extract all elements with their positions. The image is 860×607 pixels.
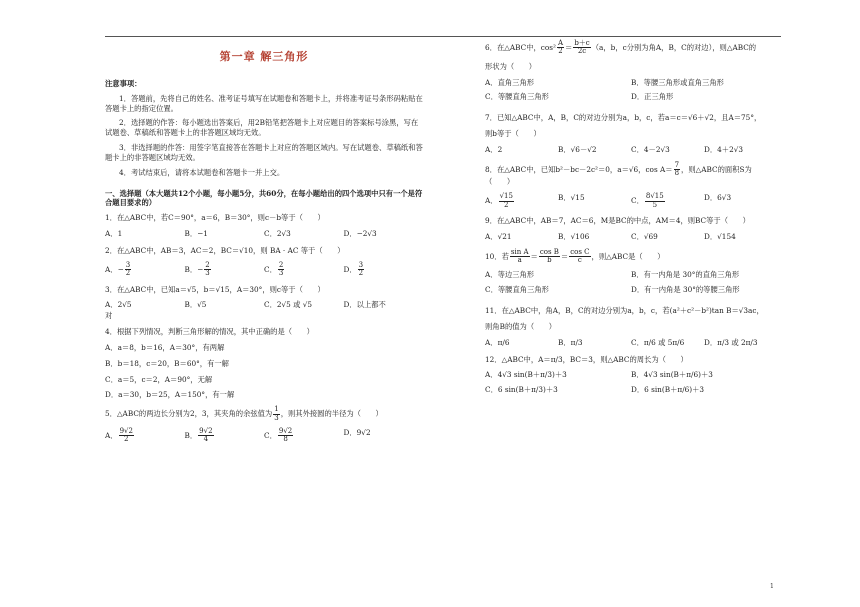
option: B．b＝18，c＝20，B＝60°，有一解	[105, 358, 229, 368]
option: D．a＝30，b＝25，A＝150°，有一解	[105, 390, 235, 400]
option: C．2√3	[264, 229, 291, 239]
option: C． $\frac{8√15}{5}$	[631, 192, 664, 209]
section-heading: 一、选择题（本大题共12个小题，每小题5分，共60分，在每小题给出的四个选项中只有一个是符合题目要求的）	[105, 188, 423, 208]
option: A．√21	[485, 231, 512, 241]
question-10-stem: 10．若 $\frac{\text{sin A}}{a}$ ＝ $\frac{\text{cos B}}{b}$ ＝ $\frac{\text{cos C}}{c}$ ，则△ABC是（ ）	[485, 247, 665, 264]
question-12-options	[485, 370, 777, 400]
question-6-options	[485, 78, 777, 108]
question-6-stem: 6．在△ABC中，cos² $\frac{A}{2}$ ＝ $\frac{b+c}{2c}$ （a，b，c分别为角A，B，C的对边），则△ABC的	[485, 39, 757, 56]
option: A．a＝8，b＝16，A＝30°，有两解	[105, 342, 225, 352]
option: B．π/3	[558, 337, 583, 347]
right-column	[485, 40, 777, 406]
question-3-options	[105, 300, 423, 310]
question-12-stem: 12．△ABC中，A＝π/3，BC＝3，则△ABC的周长为（ ）	[485, 354, 688, 364]
question-9-stem: 9．在△ABC中，AB＝7，AC＝6，M是BC的中点，AM＝4，则BC等于（ ）	[485, 215, 750, 225]
option: C．a＝5，c＝2，A＝90°，无解	[105, 374, 213, 384]
option: C．等腰直角三角形	[485, 285, 549, 295]
option: B．√15	[558, 193, 585, 203]
option: B．√106	[558, 231, 590, 241]
option: B．−1	[184, 229, 208, 239]
question-5-options	[105, 428, 423, 444]
question-3-stem: 3．在△ABC中，已知a＝√5，b＝√15，A＝30°，则c等于（ ）	[105, 284, 325, 294]
question-1-options	[105, 229, 423, 239]
notice-item: 4．考试结束后，请将本试题卷和答题卡一并上交。	[119, 167, 285, 177]
option: B．− $\frac{2}{3}$	[184, 260, 210, 278]
option: A．4√3 sin(B＋π/3)＋3	[485, 370, 567, 380]
option: D．以上都不	[343, 300, 386, 310]
option: C．π/6 或 5π/6	[631, 337, 685, 347]
question-8-stem: 8．在△ABC中，已知b²－bc－2c²＝0，a＝√6，cos A＝ $\frac{7}{8}$ ，则△ABC的面积S为（ ）	[485, 160, 752, 187]
option: D． $\frac{3}{2}$	[343, 260, 364, 278]
option: B． $\frac{9√2}{4}$	[184, 426, 213, 444]
option: B．√6－√2	[558, 144, 597, 154]
option: A．等边三角形	[485, 270, 535, 280]
option: B．有一内角是 30°的直角三角形	[631, 270, 740, 280]
notice-item: 2．选择题的作答：每小题选出答案后，用2B铅笔把答题卡上对应题目的答案标号涂黑，写在试题卷、草稿纸和答题卡上的非答题区域均无效。	[105, 118, 419, 138]
option: D．9√2	[343, 427, 371, 437]
option: C．4－2√3	[631, 144, 670, 154]
notice-item: 1．答题前，先将自己的姓名、准考证号填写在试题卷和答题卡上，并将准考证号条形码粘贴在答题卡上的指定位置。	[105, 93, 423, 113]
option: D．有一内角是 30°的等腰三角形	[631, 285, 740, 295]
option: C．√69	[631, 231, 658, 241]
question-11-stem: 11．在△ABC中，角A，B，C的对边分别为a，b，c，若(a²＋c²－b²)tan B＝√3ac，	[485, 306, 764, 316]
option: A．2√5	[105, 300, 132, 310]
option: D．√154	[704, 231, 736, 241]
option: B．等腰三角形或直角三角形	[631, 77, 724, 87]
page-title: 第一章 解三角形	[219, 50, 309, 63]
option: A． $\frac{√15}{2}$	[485, 192, 513, 209]
question-9-options	[485, 232, 777, 242]
option: D．正三角形	[631, 92, 674, 102]
question-2-stem: 2．在△ABC中，AB＝3，AC＝2，BC＝√10，则 BA · AC 等于（ ）	[105, 245, 345, 255]
option: A．π/6	[485, 337, 510, 347]
option: D．4＋2√3	[704, 144, 744, 154]
question-8-options	[485, 193, 777, 209]
left-column	[105, 40, 423, 451]
question-7-stem: 7．已知△ABC中，A，B，C的对边分别为a，b，c，若a＝c＝√6＋√2，且A＝75°，	[485, 113, 762, 123]
question-4-stem: 4．根据下列情况，判断三角形解的情况，其中正确的是（ ）	[105, 327, 314, 337]
option: A．1	[105, 229, 123, 239]
option: D．6 sin(B＋π/6)＋3	[631, 385, 705, 395]
question-11-stem-cont: 则角B的值为（ ）	[485, 321, 557, 331]
page-number: 1	[770, 583, 774, 590]
option: A．2	[485, 144, 503, 154]
question-6-stem-cont: 形状为（ ）	[485, 61, 537, 71]
option: B．4√3 sin(B＋π/6)＋3	[631, 370, 713, 380]
option: D．−2√3	[343, 229, 377, 239]
notice-heading: 注意事项：	[105, 78, 142, 88]
option: B．√5	[184, 300, 207, 310]
option: A．直角三角形	[485, 77, 535, 87]
header-rule	[105, 36, 781, 37]
question-10-options	[485, 270, 777, 300]
option: C．等腰直角三角形	[485, 92, 549, 102]
option: A． $\frac{9√2}{2}$	[105, 426, 133, 444]
option: A．− $\frac{3}{2}$	[105, 260, 131, 278]
question-7-options	[485, 145, 777, 155]
question-1-stem: 1．在△ABC中，若C＝90°，a＝6，B＝30°，则c－b等于（ ）	[105, 213, 325, 223]
question-2-options	[105, 262, 423, 278]
option: C． $\frac{9√2}{8}$	[264, 426, 293, 444]
question-11-options	[485, 338, 777, 348]
option: D．π/3 或 2π/3	[704, 337, 758, 347]
option: C． $\frac{2}{3}$	[264, 260, 284, 278]
question-7-stem-cont: 则b等于（ ）	[485, 129, 541, 139]
question-5-stem: 5．△ABC的两边长分别为2，3，其夹角的余弦值为 $\frac{1}{3}$ ，则其外接圆的半径为（ ）	[105, 405, 383, 422]
option: C．2√5 或 √5	[264, 300, 313, 310]
question-3-tail: 对	[105, 311, 113, 321]
option: D．6√3	[704, 193, 732, 203]
option: C．6 sin(B＋π/3)＋3	[485, 385, 558, 395]
notice-item: 3．非选择题的作答：用签字笔直接答在答题卡上对应的答题区域内。写在试题卷、草稿纸和答题卡上的非答题区域均无效。	[105, 143, 423, 162]
